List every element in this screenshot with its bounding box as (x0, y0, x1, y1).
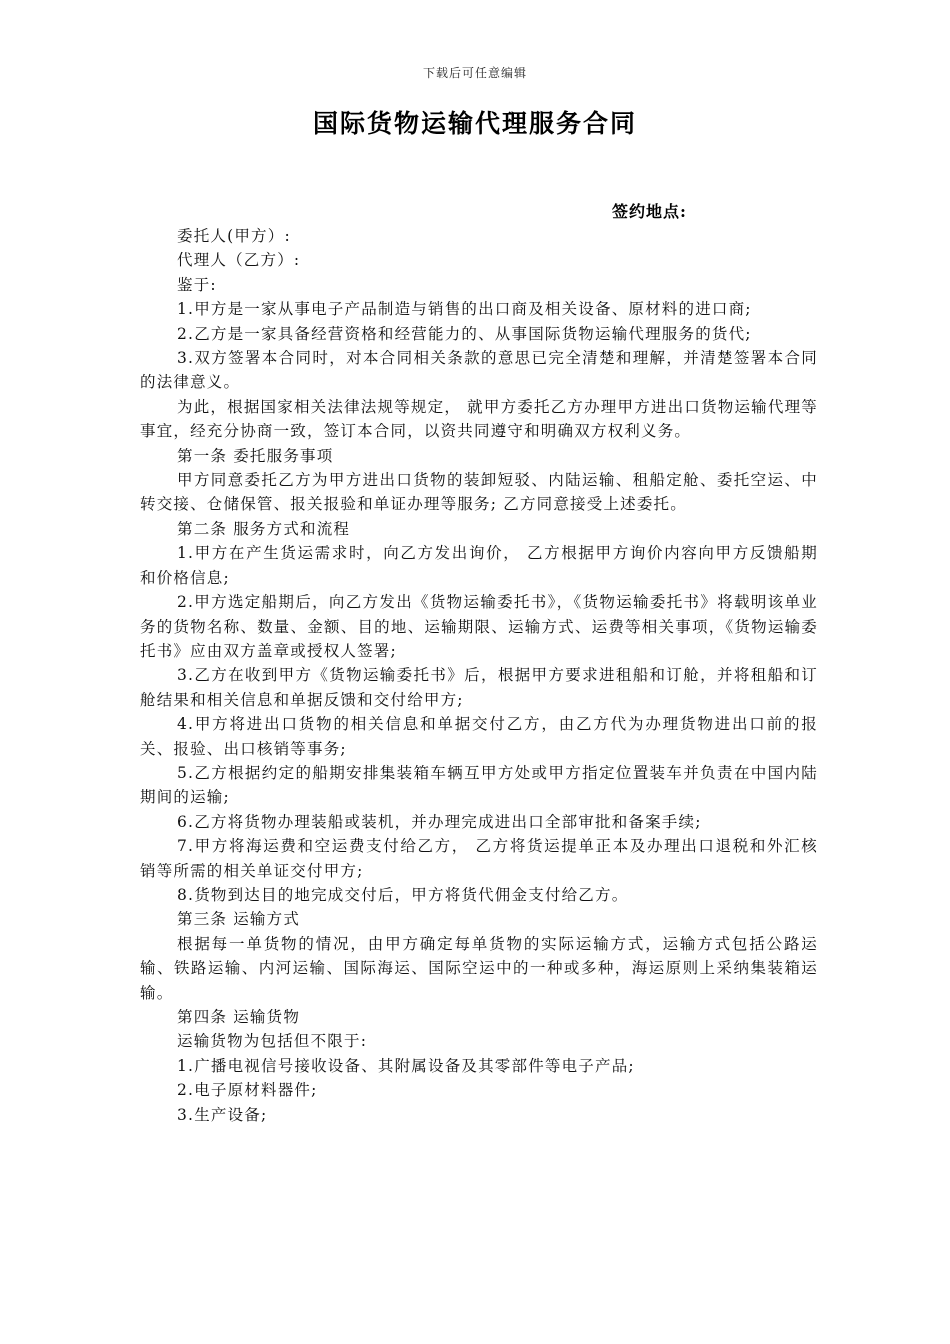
document-title: 国际货物运输代理服务合同 (312, 109, 637, 138)
contract-body (140, 224, 818, 1127)
party-a-line: 委托人(甲方）: (177, 227, 291, 245)
article-3-text: 根据每一单货物的情况，由甲方确定每单货物的实际运输方式，运输方式包括公路运输、铁路运输、内河运输、国际海运、国际空运中的一种或多种，海运原则上采纳集装箱运输。 (140, 934, 818, 1002)
article-2-item-2: 2.甲方选定船期后，向乙方发出《货物运输委托书》，《货物运输委托书》将载明该单业务的货物名称、数量、金额、目的地、运输期限、运输方式、运费等相关事项，《货物运输委托书》应由双方盖章或授权人签署; (140, 593, 818, 660)
article-4-item-1: 1.广播电视信号接收设备、其附属设备及其零部件等电子产品; (177, 1056, 635, 1075)
article-1-text: 甲方同意委托乙方为甲方进出口货物的装卸短驳、内陆运输、租船定舱、委托空运、中转交接、仓储保管、报关报验和单证办理等服务; 乙方同意接受上述委托。 (140, 471, 818, 514)
whereas-item-3: 3.双方签署本合同时，对本合同相关条款的意思已完全清楚和理解，并清楚签署本合同的法律意义。 (140, 349, 818, 392)
article-4-item-3: 3.生产设备; (177, 1105, 268, 1124)
article-2-item-8: 8.货物到达目的地完成交付后，甲方将货代佣金支付给乙方。 (177, 885, 629, 904)
article-4-intro: 运输货物为包括但不限于: (177, 1032, 368, 1051)
article-2-item-3: 3.乙方在收到甲方《货物运输委托书》后，根据甲方要求进租船和订舱，并将租船和订舱结果和相关信息和单据反馈和交付给甲方; (140, 666, 818, 709)
header-note: 下载后可任意编辑 (422, 66, 527, 80)
article-4-heading: 第四条 运输货物 (177, 1008, 301, 1026)
article-3-heading: 第三条 运输方式 (177, 910, 301, 929)
article-1-heading: 第一条 委托服务事项 (177, 446, 334, 465)
article-2-item-7: 7.甲方将海运费和空运费支付给乙方， 乙方将货运提单正本及办理出口退税和外汇核销等所需的相关单证交付甲方; (140, 837, 818, 880)
preamble-paragraph: 为此，根据国家相关法律法规等规定， 就甲方委托乙方办理甲方进出口货物运输代理等事宜，经充分协商一致，签订本合同，以资共同遵守和明确双方权利义务。 (140, 397, 818, 441)
article-2-item-4: 4.甲方将进出口货物的相关信息和单据交付乙方，由乙方代为办理货物进出口前的报关、报验、出口核销等事务; (140, 715, 818, 758)
whereas-heading: 鉴于: (177, 275, 217, 294)
article-4-item-2: 2.电子原材料器件; (177, 1081, 318, 1100)
party-b-line: 代理人（乙方）: (177, 251, 301, 270)
sign-place-label: 签约地点: (612, 202, 687, 221)
article-2-item-1: 1.甲方在产生货运需求时，向乙方发出询价， 乙方根据甲方询价内容向甲方反馈船期和价格信息; (140, 544, 818, 587)
article-2-item-5: 5.乙方根据约定的船期安排集装箱车辆互甲方处或甲方指定位置装车并负责在中国内陆期间的运输; (140, 763, 818, 807)
article-2-heading: 第二条 服务方式和流程 (177, 519, 351, 538)
whereas-item-2: 2.乙方是一家具备经营资格和经营能力的、从事国际货物运输代理服务的货代; (177, 324, 752, 343)
article-2-item-6: 6.乙方将货物办理装船或装机，并办理完成进出口全部审批和备案手续; (177, 812, 702, 831)
whereas-item-1: 1.甲方是一家从事电子产品制造与销售的出口商及相关设备、原材料的进口商; (177, 300, 752, 319)
